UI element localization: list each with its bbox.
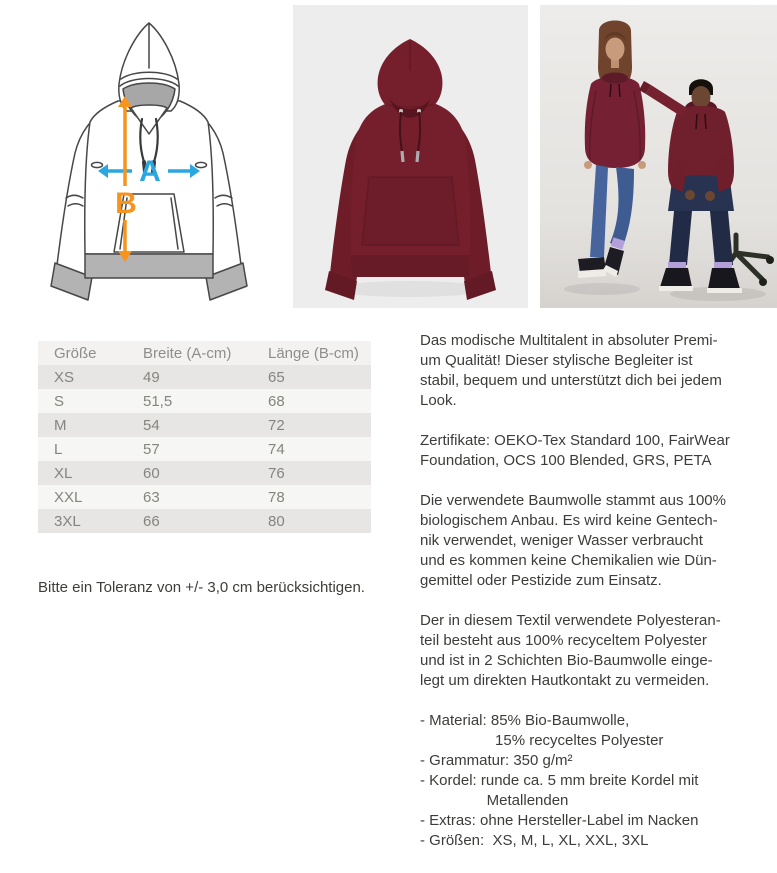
spec-grammatur: - Grammatur: 350 g/m² bbox=[420, 752, 573, 769]
width-cell: 49 bbox=[143, 368, 160, 386]
column-header-size: Größe bbox=[54, 344, 97, 362]
length-label-b: B bbox=[115, 187, 137, 220]
table-row bbox=[38, 461, 371, 485]
length-cell: 74 bbox=[268, 440, 285, 458]
hoodie-measurement-diagram bbox=[28, 8, 270, 303]
spec-material-2: 15% recyceltes Polyester bbox=[420, 732, 664, 749]
spec-extras: - Extras: ohne Hersteller-Label im Nacken bbox=[420, 812, 699, 829]
description-paragraph: Das modische Multitalent in absoluter Premi- um Qualität! Dieser stylische Begleiter ist stabil, bequem und unterstützt dich bei jedem Look. bbox=[420, 332, 722, 409]
width-cell: 54 bbox=[143, 416, 160, 434]
length-cell: 65 bbox=[268, 368, 285, 386]
size-guide-diagram-image bbox=[28, 8, 270, 303]
spec-kordel: - Kordel: runde ca. 5 mm breite Kordel mit bbox=[420, 772, 699, 789]
cotton-paragraph: Die verwendete Baumwolle stammt aus 100% biologischem Anbau. Es wird keine Gentech- nik verwendet, weniger Wasser verbraucht und es kommen keine Chemikalien wie Dün- gemittel oder Pestizide zum Einsatz. bbox=[420, 492, 726, 589]
length-cell: 72 bbox=[268, 416, 285, 434]
size-cell: 3XL bbox=[54, 512, 81, 530]
spec-list bbox=[420, 711, 772, 851]
tolerance-note: Bitte ein Toleranz von +/- 3,0 cm berücksichtigen. bbox=[38, 579, 365, 596]
spec-groessen: - Größen: XS, M, L, XL, XXL, 3XL bbox=[420, 832, 649, 849]
table-row bbox=[38, 509, 371, 533]
size-cell: L bbox=[54, 440, 63, 458]
table-row bbox=[38, 437, 371, 461]
width-cell: 57 bbox=[143, 440, 160, 458]
length-cell: 80 bbox=[268, 512, 285, 530]
size-table-header-row bbox=[38, 341, 371, 365]
product-photo-image bbox=[293, 5, 528, 308]
product-description bbox=[420, 331, 772, 851]
size-info-column bbox=[38, 341, 383, 596]
width-label-a: A bbox=[139, 155, 161, 188]
size-table bbox=[38, 341, 371, 533]
column-header-length: Länge (B-cm) bbox=[268, 344, 359, 362]
size-cell: XL bbox=[54, 464, 73, 482]
table-row bbox=[38, 485, 371, 509]
two-models-wearing-hoodies bbox=[540, 5, 777, 308]
models-photo-image bbox=[540, 5, 777, 308]
hem-band bbox=[85, 254, 213, 278]
certificates-paragraph: Zertifikate: OEKO-Tex Standard 100, FairWear Foundation, OCS 100 Blended, GRS, PETA bbox=[420, 432, 730, 469]
table-row bbox=[38, 389, 371, 413]
table-row bbox=[38, 365, 371, 389]
width-cell: 63 bbox=[143, 488, 160, 506]
length-cell: 68 bbox=[268, 392, 285, 410]
spec-kordel-2: Metallenden bbox=[420, 792, 569, 809]
width-cell: 51,5 bbox=[143, 392, 173, 410]
spec-material: - Material: 85% Bio-Baumwolle, bbox=[420, 712, 630, 729]
size-cell: M bbox=[54, 416, 67, 434]
size-cell: S bbox=[54, 392, 65, 410]
width-cell: 66 bbox=[143, 512, 160, 530]
column-header-width: Breite (A-cm) bbox=[143, 344, 232, 362]
length-cell: 76 bbox=[268, 464, 285, 482]
size-cell: XS bbox=[54, 368, 75, 386]
table-row bbox=[38, 413, 371, 437]
burgundy-hoodie-front bbox=[293, 5, 528, 308]
length-cell: 78 bbox=[268, 488, 285, 506]
polyester-paragraph: Der in diesem Textil verwendete Polyesteran- teil besteht aus 100% recyceltem Polyester und ist in 2 Schichten Bio-Baumwolle einge- legt um direkten Hautkontakt zu vermeiden. bbox=[420, 612, 721, 689]
size-cell: XXL bbox=[54, 488, 83, 506]
width-cell: 60 bbox=[143, 464, 160, 482]
